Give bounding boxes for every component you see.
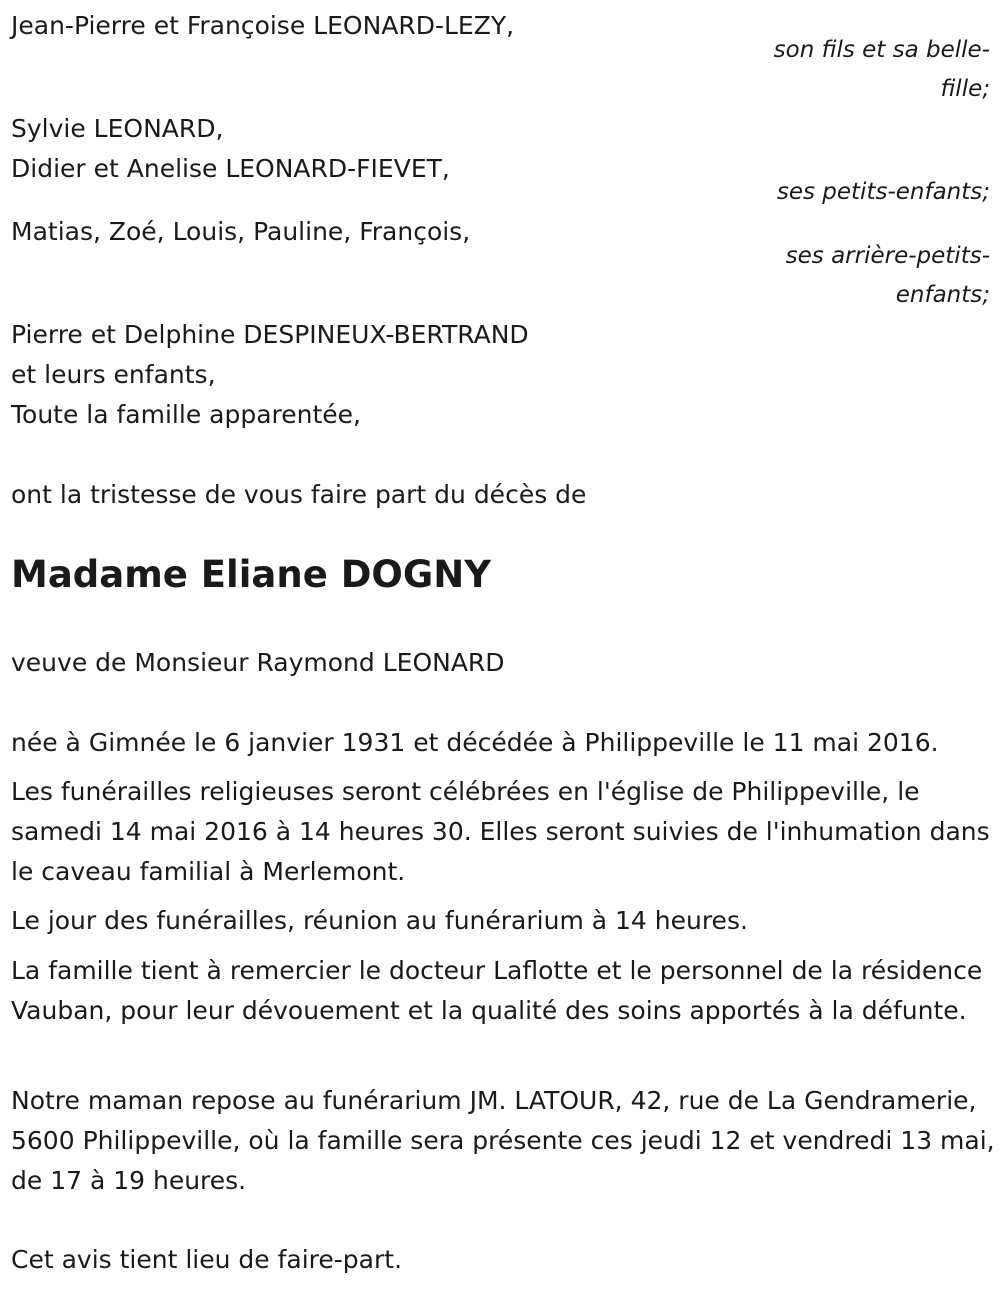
birth-death-text: née à Gimnée le 6 janvier 1931 et décédée à Philippeville le 11 mai 2016. <box>11 728 939 757</box>
family-line-3: Didier et Anelise LEONARD-FIEVET, <box>11 154 450 183</box>
widow-of-text: veuve de Monsieur Raymond LEONARD <box>11 648 505 677</box>
deceased-name: Madame Eliane DOGNY <box>11 553 491 596</box>
announcement-text: ont la tristesse de vous faire part du décès de <box>11 480 587 509</box>
meeting-paragraph: Le jour des funérailles, réunion au funérarium à 14 heures. <box>11 906 748 935</box>
family-role-great-grandchildren: ses arrière-petits- <box>785 243 990 269</box>
family-line-4: Matias, Zoé, Louis, Pauline, François, <box>11 217 471 246</box>
closing-text: Cet avis tient lieu de faire-part. <box>11 1245 403 1274</box>
family-line-7: Toute la famille apparentée, <box>11 400 361 429</box>
family-role-grandchildren: ses petits-enfants; <box>776 179 990 205</box>
funeral-paragraph: Les funérailles religieuses seront célébrées en l'église de Philippeville, le samedi 14 mai 2016 à 14 heures 30. Elles seront suivies de l'inhumation dans le caveau familial à Merlemont. <box>11 777 990 886</box>
family-line-5: Pierre et Delphine DESPINEUX-BERTRAND <box>11 320 529 349</box>
thanks-paragraph: La famille tient à remercier le docteur Laflotte et le personnel de la résidence Vauban, pour leur dévouement et la qualité des soins apportés à la défunte. <box>11 956 983 1025</box>
family-line-1: Jean-Pierre et Françoise LEONARD-LEZY, <box>11 11 515 40</box>
family-role-son: son fils et sa belle- <box>773 37 990 63</box>
family-role-son-cont: fille; <box>940 76 990 102</box>
rest-paragraph: Notre maman repose au funérarium JM. LATOUR, 42, rue de La Gendramerie, 5600 Philippeville, où la famille sera présente ces jeudi 12 et vendredi 13 mai, de 17 à 19 heures. <box>11 1086 995 1195</box>
family-role-great-grandchildren-cont: enfants; <box>895 282 990 308</box>
family-line-6: et leurs enfants, <box>11 360 216 389</box>
family-line-2: Sylvie LEONARD, <box>11 114 224 143</box>
